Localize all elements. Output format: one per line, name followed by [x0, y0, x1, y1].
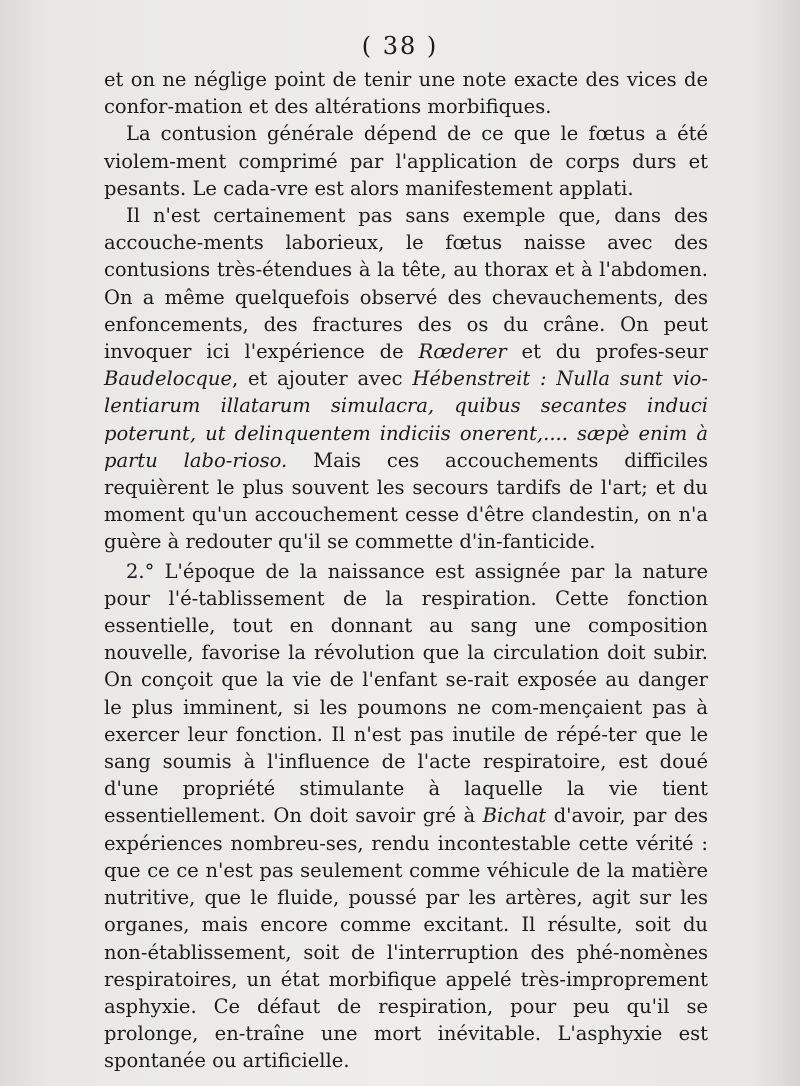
page-number: ( 38 ) [361, 32, 439, 60]
author-name-roederer: Rœderer [418, 340, 507, 364]
paragraph-text: d'avoir, par des expériences nombreu-ses, rendu incontestable cette vérité : que ce ce n'est pas seulement comme véhicule de la matière nutritive, que le fluide, poussé par les artères, agit sur les organes, mais encore comme excitant. Il résulte, soit du non-établissement, soit de l'interruption des phé-nomènes respiratoires, un état morbifique appelé très-improprement asphyxie. Ce défaut de respiration, pour peu qu'il se prolonge, en-traîne une mort inévitable. L'asphyxie est spontanée ou artificielle. [104, 804, 708, 1073]
paragraph-text: et du profes-seur [506, 340, 708, 364]
paragraph-3 [104, 202, 708, 556]
author-name-bichat: Bichat [482, 804, 547, 828]
paragraph-4 [104, 558, 708, 1075]
paragraph-2 [104, 120, 708, 202]
paragraph-text: , et ajouter avec [232, 367, 413, 391]
paragraph-1 [104, 66, 708, 120]
paragraph-text: Mais ces accouchements difficiles requièrent le plus souvent les secours tardifs de l'art; et du moment qu'un accouchement cesse d'être clandestin, on n'a guère à redouter qu'il se commette d'in-fanticide. [104, 448, 708, 554]
paragraph-text: Il n'est certainement pas sans exemple que, dans des accouche-ments laborieux, le fœtus naisse avec des contusions très-étendues à la tête, au thorax et à l'abdomen. On a même quelquefois observé des chevauchements, des enfoncements, des fractures des os du crâne. On peut invoquer ici l'expérience de [104, 204, 708, 364]
latin-quotation: Hébenstreit : Nulla sunt vio-lentiarum illatarum simulacra, quibus secantes induci poterunt, ut delinquentem indiciis onerent,.... sæpè enim à partu labo-rioso. [104, 367, 709, 472]
author-name-baudelocque: Baudelocque [104, 367, 233, 391]
paragraph-text: et on ne néglige point de tenir une note exacte des vices de confor-mation et des altérations morbifiques. [104, 68, 708, 119]
paragraph-text: 2.° L'époque de la naissance est assignée par la nature pour l'é-tablissement de la respiration. Cette fonction essentielle, tout en donnant au sang une composition nouvelle, favorise la révolution que la circulation doit subir. On conçoit que la vie de l'enfant se-rait exposée au danger le plus imminent, si les poumons ne com-mençaient pas à exercer leur fonction. Il n'est pas inutile de répé-ter que le sang soumis à l'influence de l'acte respiratoire, est doué d'une propriété stimulante à laquelle la vie tient essentiellement. On doit savoir gré à [104, 559, 708, 828]
paragraph-text: La contusion générale dépend de ce que le fœtus a été violem-ment comprimé par l'application de corps durs et pesants. Le cada-vre est alors manifestement applati. [104, 122, 708, 200]
body-text [104, 66, 708, 1075]
